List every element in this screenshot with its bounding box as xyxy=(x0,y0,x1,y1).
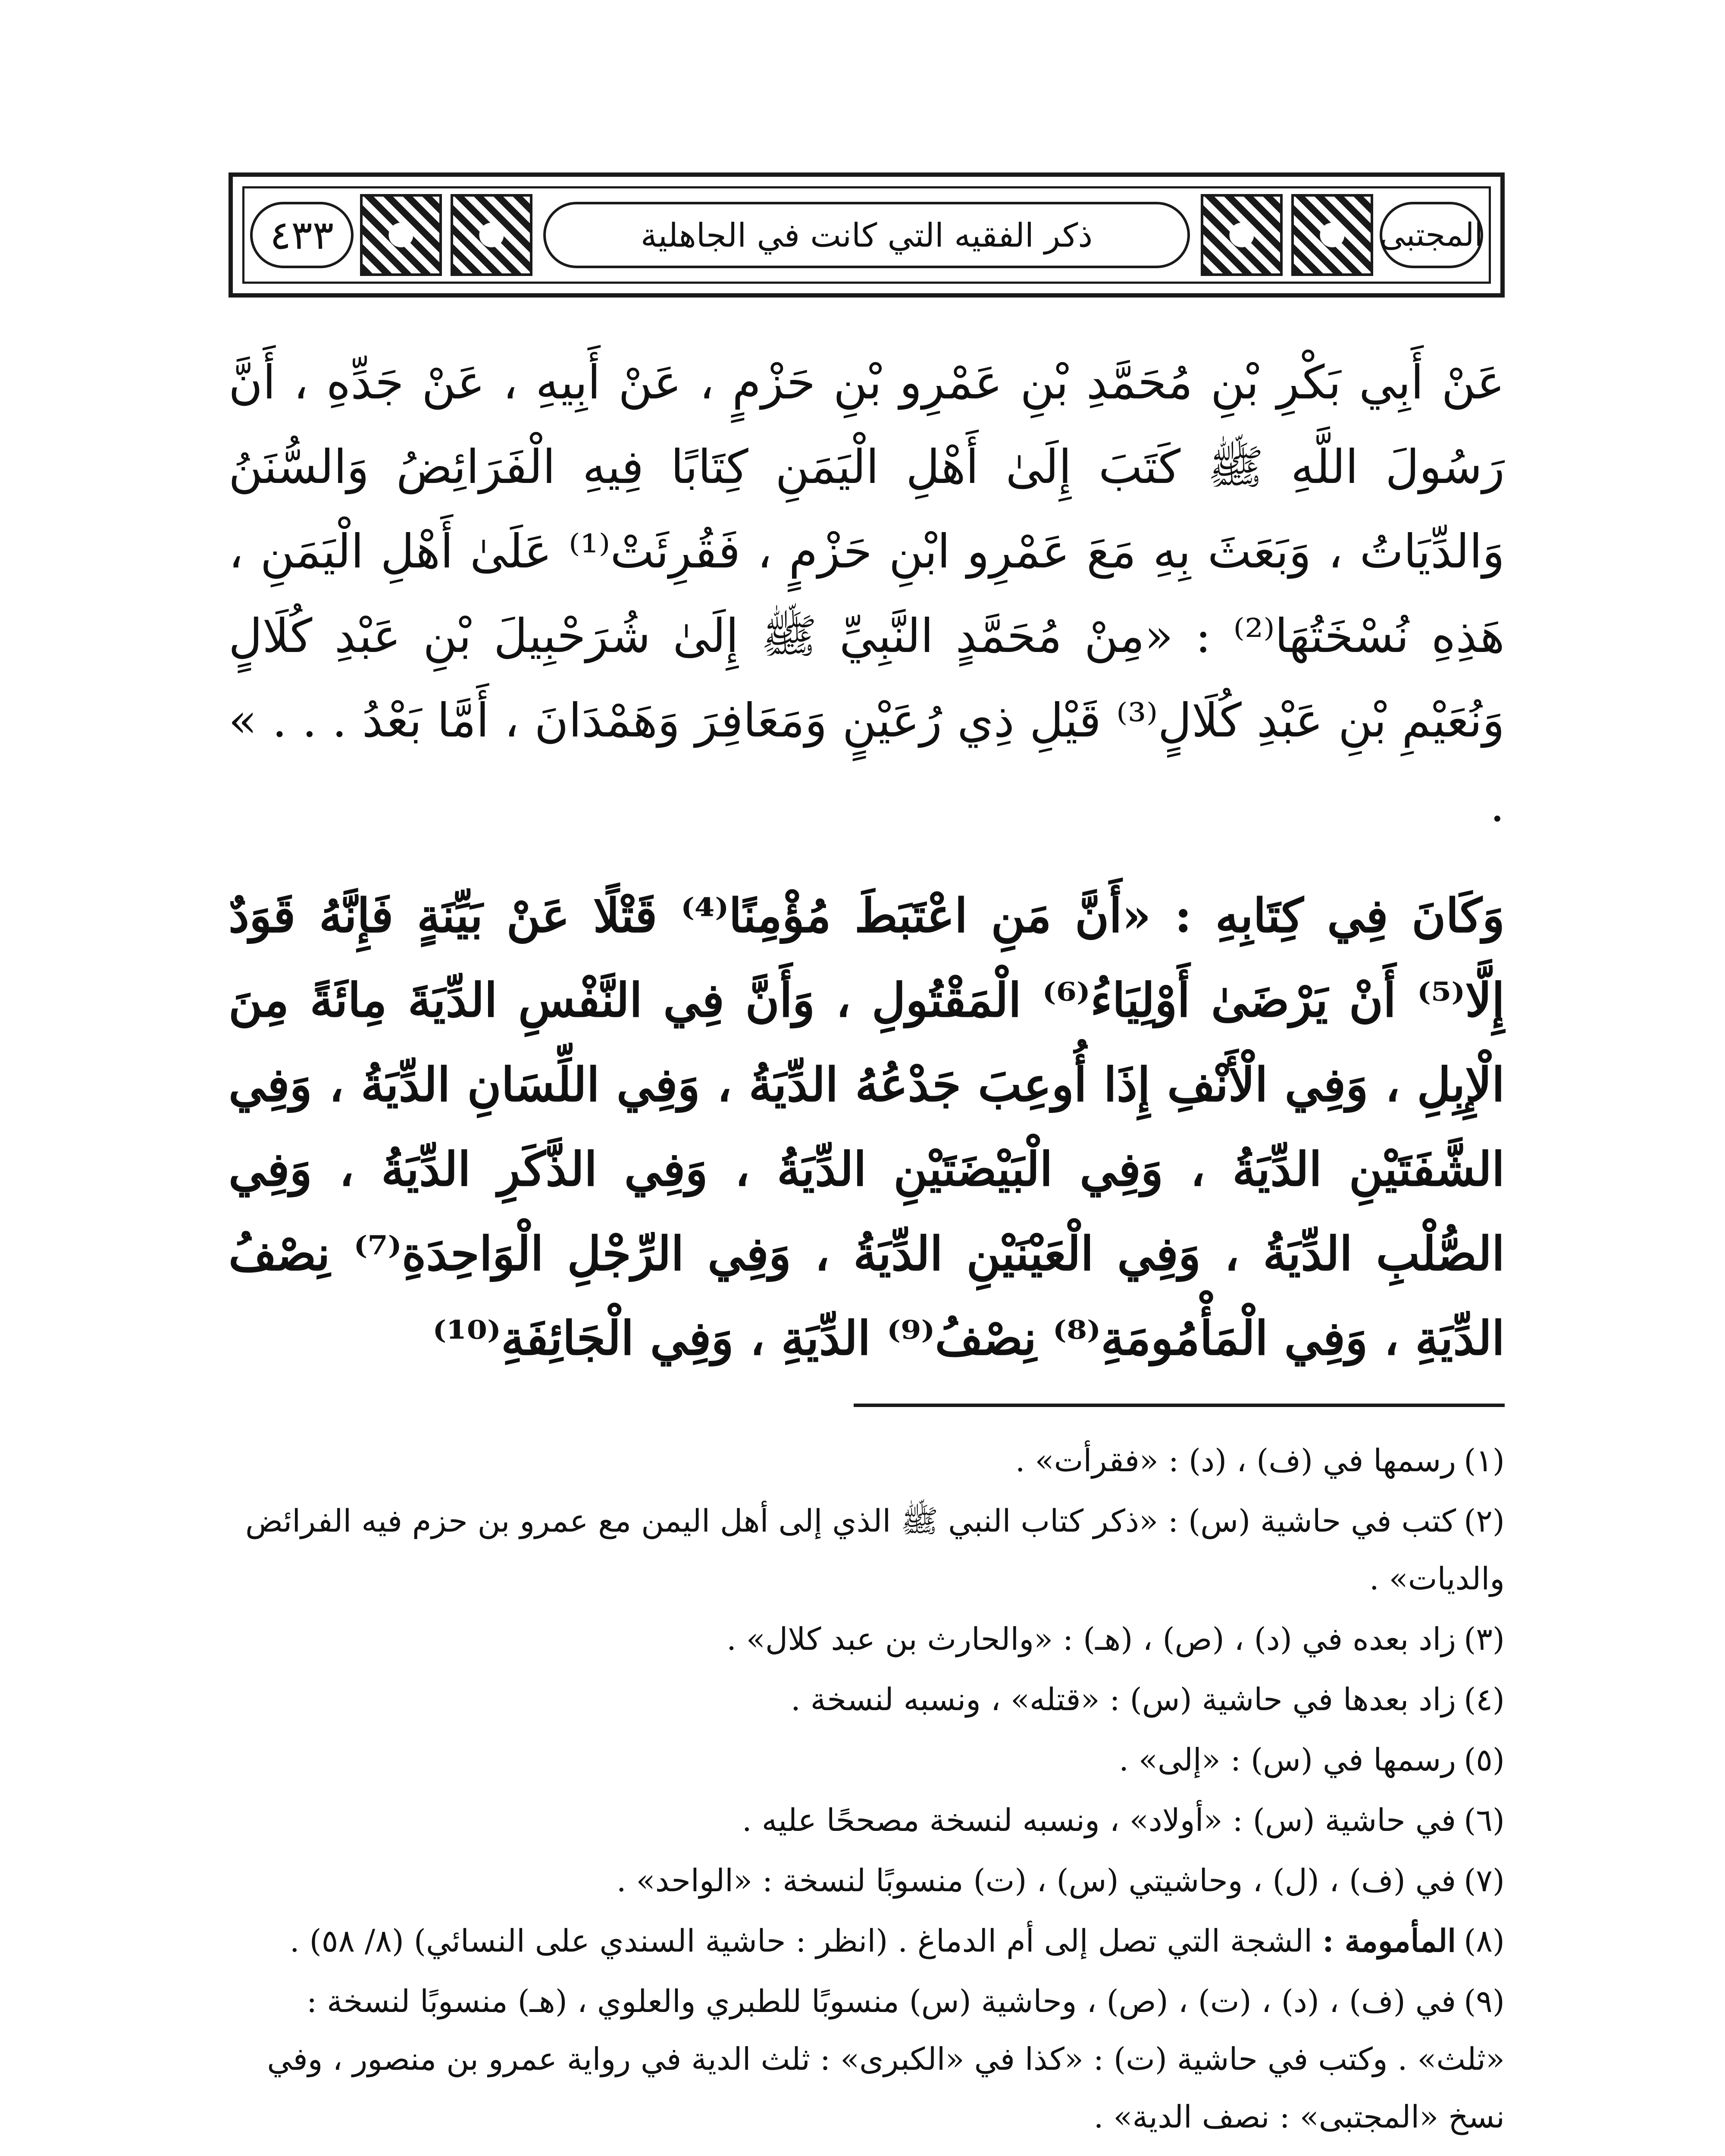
footnote: (٦)في حاشية (س) : «أولاد» ، ونسبه لنسخة مصححًا عليه . xyxy=(742,1802,1505,1838)
ornament-icon xyxy=(451,194,532,276)
footnote: (٥)رسمها في (س) : «إلى» . xyxy=(1119,1742,1505,1778)
footnote: (٩)في (ف) ، (د) ، (ت) ، (ص) ، وحاشية (س) منسوبًا للطبري والعلوي ، (هـ) منسوبًا لنسخة : «ثلث» . وكتب في حاشية (ت) : «كذا في «الكبرى» : ثلث الدية في رواية عمرو بن منصور ، وفي نسخ «المجتبى» : نصف الدية» . xyxy=(267,1983,1505,2135)
paragraph: عَنْ أَبِي بَكْرِ بْنِ مُحَمَّدِ بْنِ عَمْرِو بْنِ حَزْمٍ ، عَنْ أَبِيهِ ، عَنْ جَدِّهِ ، أَنَّ رَسُولَ اللَّهِ ﷺ كَتَبَ إِلَىٰ أَهْلِ الْيَمَنِ كِتَابًا فِيهِ الْفَرَائِضُ وَالسُّنَنُ وَالدِّيَاتُ ، وَبَعَثَ بِهِ مَعَ عَمْرِو ابْنِ حَزْمٍ ، فَقُرِئَتْ⁽¹⁾ عَلَىٰ أَهْلِ الْيَمَنِ ، هَذِهِ نُسْخَتُهَا⁽²⁾ : «مِنْ مُحَمَّدٍ النَّبِيِّ ﷺ إِلَىٰ شُرَحْبِيلَ بْنِ عَبْدِ كُلَالٍ وَنُعَيْمِ بْنِ عَبْدِ كُلَالٍ⁽³⁾ قَيْلِ ذِي رُعَيْنٍ وَمَعَافِرَ وَهَمْدَانَ ، أَمَّا بَعْدُ . . . » . xyxy=(229,356,1505,832)
footnote xyxy=(229,2148,1505,2156)
footnotes xyxy=(229,1432,1505,2156)
footnote: (٢)كتب في حاشية (س) : «ذكر كتاب النبي ﷺ الذي إلى أهل اليمن مع عمرو بن حزم فيه الفرائض والديات» . xyxy=(245,1503,1505,1597)
book-logo: المجتبى xyxy=(1380,202,1483,268)
ornament-icon xyxy=(1291,194,1373,276)
page-number: ٤٣٣ xyxy=(250,202,354,268)
footnote: (١)رسمها في (ف) ، (د) : «فقرأت» . xyxy=(1015,1442,1505,1479)
footnote: (٧)في (ف) ، (ل) ، وحاشيتي (س) ، (ت) منسوبًا لنسخة : «الواحد» . xyxy=(616,1862,1505,1899)
running-header xyxy=(229,172,1505,298)
footnote: (٣)زاد بعده في (د) ، (ص) ، (هـ) : «والحارث بن عبد كلال» . xyxy=(726,1621,1505,1657)
ornament-icon xyxy=(1201,194,1283,276)
running-title: ذكر الفقيه التي كانت في الجاهلية xyxy=(543,202,1190,268)
paragraph: وَكَانَ فِي كِتَابِهِ : «أَنَّ مَنِ اعْتَبَطَ مُؤْمِنًا⁽⁴⁾ قَتْلًا عَنْ بَيِّنَةٍ فَإِنَّهُ قَوَدٌ إِلَّا⁽⁵⁾ أَنْ يَرْضَىٰ أَوْلِيَاءُ⁽⁶⁾ الْمَقْتُولِ ، وَأَنَّ فِي النَّفْسِ الدِّيَةَ مِائَةً مِنَ الْإِبِلِ ، وَفِي الْأَنْفِ إِذَا أُوعِبَ جَدْعُهُ الدِّيَةُ ، وَفِي اللِّسَانِ الدِّيَةُ ، وَفِي الشَّفَتَيْنِ الدِّيَةُ ، وَفِي الْبَيْضَتَيْنِ الدِّيَةُ ، وَفِي الذَّكَرِ الدِّيَةُ ، وَفِي الصُّلْبِ الدِّيَةُ ، وَفِي الْعَيْنَيْنِ الدِّيَةُ ، وَفِي الرِّجْلِ الْوَاحِدَةِ⁽⁷⁾ نِصْفُ الدِّيَةِ ، وَفِي الْمَأْمُومَةِ⁽⁸⁾ نِصْفُ⁽⁹⁾ الدِّيَةِ ، وَفِي الْجَائِفَةِ⁽¹⁰⁾ xyxy=(229,889,1505,1366)
footnote-divider xyxy=(854,1404,1505,1407)
main-text xyxy=(229,341,1505,1407)
ornament-icon xyxy=(360,194,442,276)
footnote: (٤)زاد بعدها في حاشية (س) : «قتله» ، ونسبه لنسخة . xyxy=(790,1681,1505,1717)
footnote: (٨)المأمومة : الشجة التي تصل إلى أم الدماغ . (انظر : حاشية السندي على النسائي) (٨/ ٥٨) . xyxy=(289,1922,1505,1959)
